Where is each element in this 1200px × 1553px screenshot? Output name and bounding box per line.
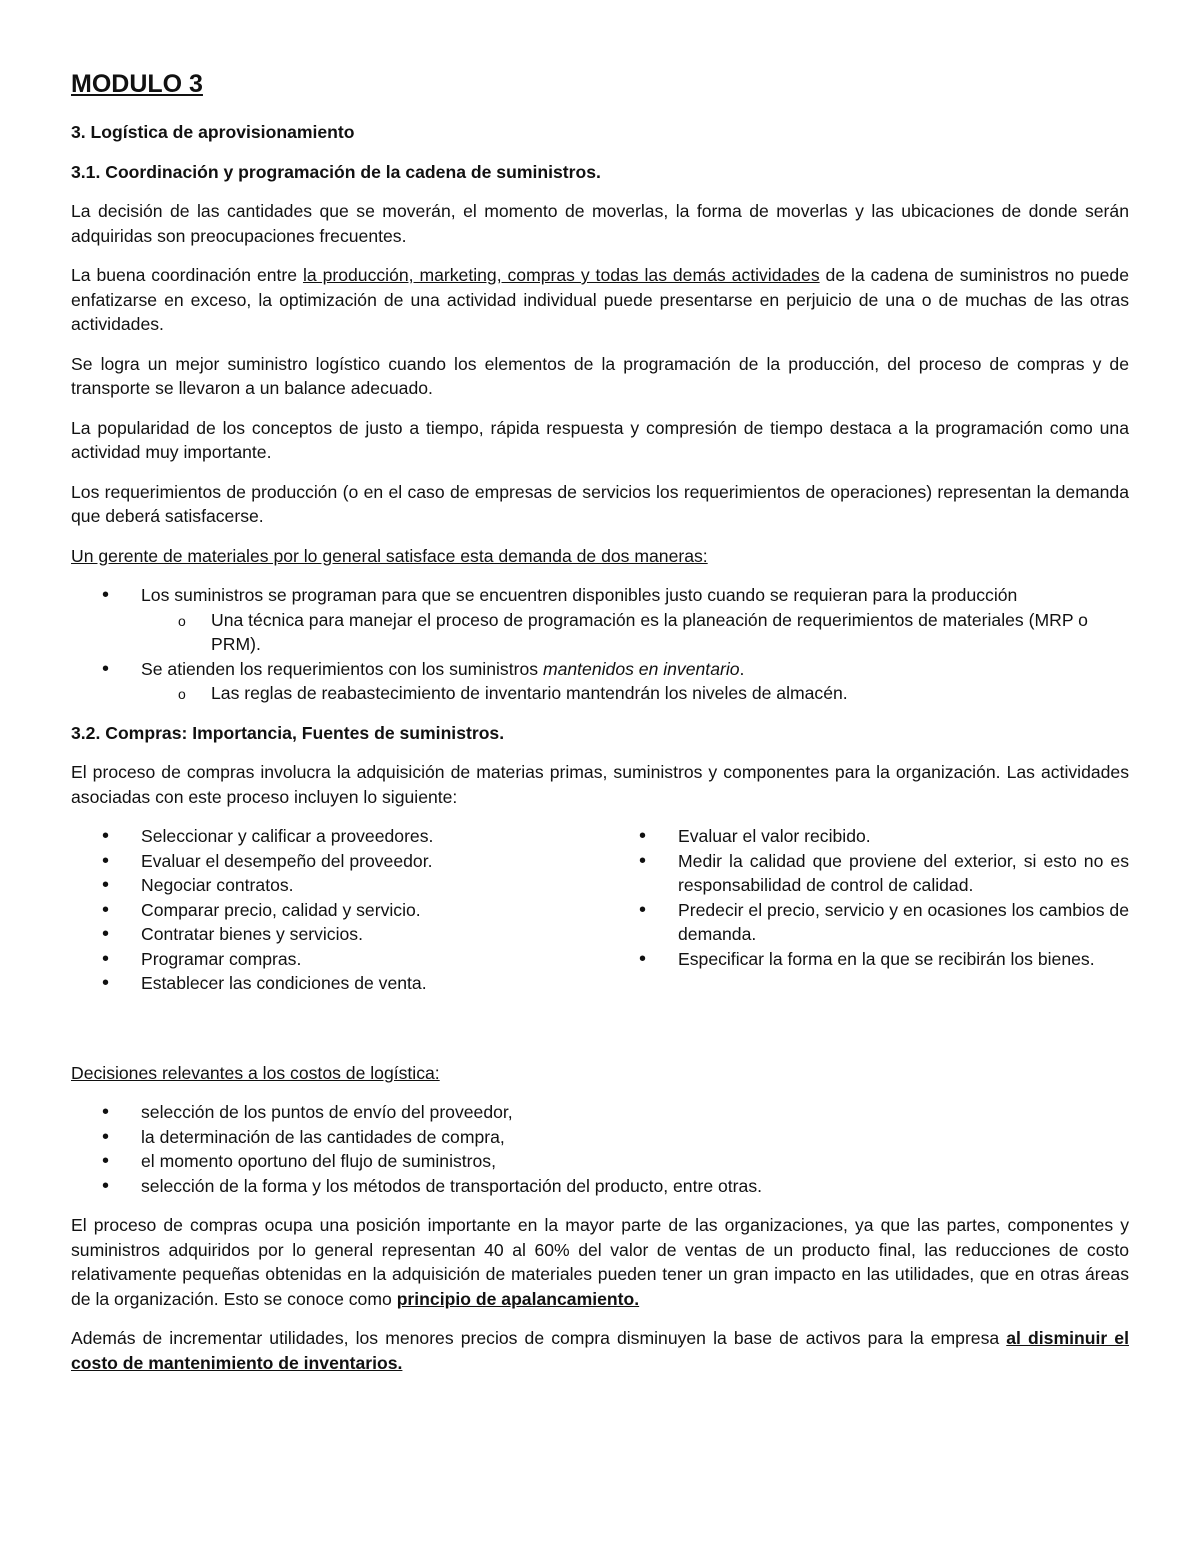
section-3-2-heading: 3.2. Compras: Importancia, Fuentes de suministros. — [71, 722, 505, 743]
bold-underlined-text: al disminuir el costo de mantenimiento de inventarios. — [71, 1328, 1129, 1373]
text: El proceso de compras ocupa una posición importante en la mayor parte de las organizaciones, ya que las partes, componentes y suministros adquiridos por lo general representan 40 al 60% del valor de ventas de un producto final, las reducciones de costo relativamente pequeñas obtenidas en la adquisición de materiales pueden tener un gran impacto en las utilidades, que en otras áreas de la organización. Esto se conoce como — [71, 1215, 1129, 1309]
bullet-list — [71, 583, 1129, 706]
list-item: • Especificar la forma en la que se recibirán los bienes. — [608, 947, 1129, 972]
list-item: • Evaluar el valor recibido. — [608, 824, 1129, 849]
list-item: • Medir la calidad que proviene del exterior, si esto no es responsabilidad de control de calidad. — [608, 849, 1129, 898]
list-item: • selección de los puntos de envío del proveedor, — [71, 1100, 1129, 1125]
underlined-text: la producción, marketing, compras y todas las demás actividades — [302, 265, 820, 285]
list-item: • Programar compras. — [71, 947, 608, 972]
right-column — [608, 824, 1129, 996]
left-column — [71, 824, 608, 996]
list-item: • Evaluar el desempeño del proveedor. — [71, 849, 608, 874]
module-title: MODULO 3 — [71, 70, 203, 98]
bullet-list — [71, 1100, 1129, 1198]
list-item — [71, 657, 1129, 706]
list-item — [71, 583, 1129, 657]
italic-text: mantenidos en inventario — [542, 658, 740, 679]
paragraph: El proceso de compras involucra la adquisición de materias primas, suministros y componentes para la organización. Las actividades asociadas con este proceso incluyen lo siguiente: — [71, 762, 1129, 807]
underlined-paragraph: Un gerente de materiales por lo general satisface esta demanda de dos maneras: — [71, 545, 708, 566]
sub-list — [211, 681, 1129, 706]
list-item: • selección de la forma y los métodos de transportación del producto, entre otras. — [71, 1174, 1129, 1199]
text: . — [739, 658, 745, 679]
text: de la cadena de suministros no puede enfatizarse en exceso, la optimización de una actividad individual puede presentarse en perjuicio de una o de muchas de las otras actividades. — [71, 265, 1129, 334]
sub-list — [211, 608, 1129, 657]
paragraph — [71, 1326, 1129, 1375]
text: La buena coordinación entre — [71, 265, 303, 285]
document-page — [71, 68, 1129, 1390]
list-item-text: Los suministros se programan para que se encuentren disponibles justo cuando se requieran para la producción — [141, 585, 1018, 605]
section-3-heading: 3. Logística de aprovisionamiento — [71, 122, 355, 142]
paragraph: La popularidad de los conceptos de justo a tiempo, rápida respuesta y compresión de tiempo destaca a la programación como una actividad muy importante. — [71, 417, 1129, 462]
sub-list-item: o Las reglas de reabastecimiento de inventario mantendrán los niveles de almacén. — [211, 681, 1129, 706]
list-item: • Comparar precio, calidad y servicio. — [71, 898, 608, 923]
list-item: • Contratar bienes y servicios. — [71, 922, 608, 947]
list-item: • Establecer las condiciones de venta. — [71, 971, 608, 996]
bullet-list — [71, 824, 608, 996]
two-column-list — [71, 824, 1129, 996]
sub-list-item: o Una técnica para manejar el proceso de programación es la planeación de requerimientos de materiales (MRP o PRM). — [211, 608, 1129, 657]
paragraph: La decisión de las cantidades que se moverán, el momento de moverlas, la forma de moverlas y las ubicaciones de donde serán adquiridas son preocupaciones frecuentes. — [71, 201, 1129, 246]
list-item: • Predecir el precio, servicio y en ocasiones los cambios de demanda. — [608, 898, 1129, 947]
underlined-paragraph: Decisiones relevantes a los costos de logística: — [71, 1062, 440, 1083]
paragraph: Los requerimientos de producción (o en el caso de empresas de servicios los requerimientos de operaciones) representan la demanda que deberá satisfacerse. — [71, 481, 1129, 526]
list-item: • Seleccionar y calificar a proveedores. — [71, 824, 608, 849]
list-item: • el momento oportuno del flujo de suministros, — [71, 1149, 1129, 1174]
list-item: • Negociar contratos. — [71, 873, 608, 898]
paragraph — [71, 263, 1129, 337]
paragraph: Se logra un mejor suministro logístico cuando los elementos de la programación de la producción, del proceso de compras y de transporte se llevaron a un balance adecuado. — [71, 353, 1129, 398]
bullet-list — [608, 824, 1129, 971]
text: Además de incrementar utilidades, los menores precios de compra disminuyen la base de activos para la empresa — [71, 1328, 1007, 1348]
paragraph — [71, 1213, 1129, 1311]
section-3-1-heading: 3.1. Coordinación y programación de la cadena de suministros. — [71, 161, 601, 182]
bold-underlined-text: principio de apalancamiento. — [396, 1288, 640, 1309]
list-item: • la determinación de las cantidades de compra, — [71, 1125, 1129, 1150]
text: Se atienden los requerimientos con los suministros — [141, 658, 543, 679]
